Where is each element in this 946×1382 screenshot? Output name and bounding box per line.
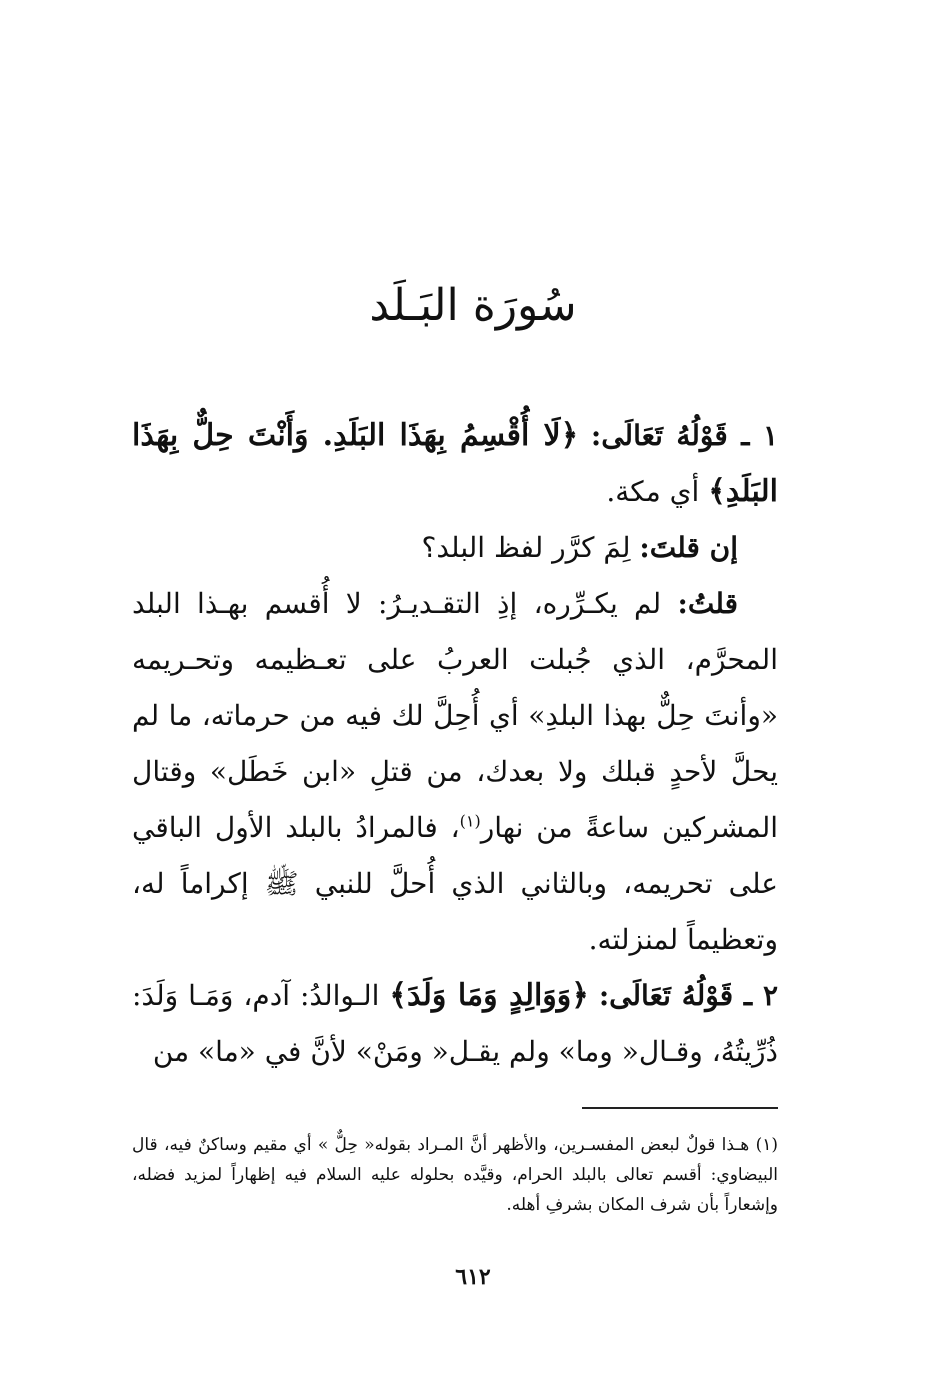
question-1 <box>132 520 778 576</box>
section-2 <box>132 968 778 1080</box>
section-2-intro: ٢ ـ قَوْلُهُ تَعَالَى: <box>598 979 778 1012</box>
answer-1-text-a: لم يكـرِّره، إذِ التقـديـرُ: لا أُقسم بهـذا البلد المحرَّم، الذي جُبلت العربُ على تعـظيمه وتحـريمه «وأنتَ حِلٌّ بهذا البلدِ» أي أُحِلَّ لك فيه من حرماته، ما لم يحلَّ لأحدٍ قبلك ولا بعدك، من قتلِ «ابن خَطَل» وقتال المشركين ساعةً من نهار <box>132 587 778 844</box>
footnote-divider <box>582 1107 778 1109</box>
section-2-text: الـوالدُ: آدم، وَمَـا وَلَدَ: ذُرِّيتُهُ، وقـال« وما» ولم يقـل« ومَنْ» لأنَّ في «ما» من <box>132 979 778 1068</box>
answer-1-lead: قلتُ: <box>677 587 738 620</box>
question-1-text: لِمَ كرَّر لفظ البلد؟ <box>421 531 631 564</box>
page-number: ٦١٢ <box>455 1264 491 1290</box>
question-1-lead: إن قلتَ: <box>639 531 738 564</box>
section-2-verse: ﴿وَوَالِدٍ وَمَا وَلَدَ﴾ <box>389 978 589 1013</box>
footnote-marker: (١) <box>459 811 481 831</box>
section-1-intro: ١ ـ قَوْلُهُ تَعَالَى: <box>590 419 778 452</box>
answer-1-text-b: ، فالمرادُ بالبلد الأول الباقي على تحريمه، وبالثاني الذي أُحلَّ للنبي ﷺ إكراماً له، وتعظيماً لمنزلته. <box>132 811 778 956</box>
surah-title: سُورَة البَـلَد <box>369 280 577 331</box>
section-1-verse: ﴿لَا أُقْسِمُ بِهَذَا البَلَدِ. وَأَنْتَ حِلٌّ بِهَذَا البَلَدِ﴾ <box>132 418 778 509</box>
footnote: (١) هـذا قولٌ لبعض المفسـرين، والأظهر أنَّ المـراد بقوله« حِلٌّ » أي مقيم وساكنٌ فيه، قال البيضاوي: أقسم تعالى بالبلد الحرام، وقيَّده بحلوله عليه السلام فيه إظهاراً لمزيد فضله، وإشعاراً بأن شرف المكان بشرفِ أهله. <box>132 1135 778 1215</box>
section-1 <box>132 408 778 520</box>
answer-1 <box>132 576 778 968</box>
main-text <box>132 408 778 1080</box>
section-1-tail: أي مكة. <box>606 475 700 508</box>
